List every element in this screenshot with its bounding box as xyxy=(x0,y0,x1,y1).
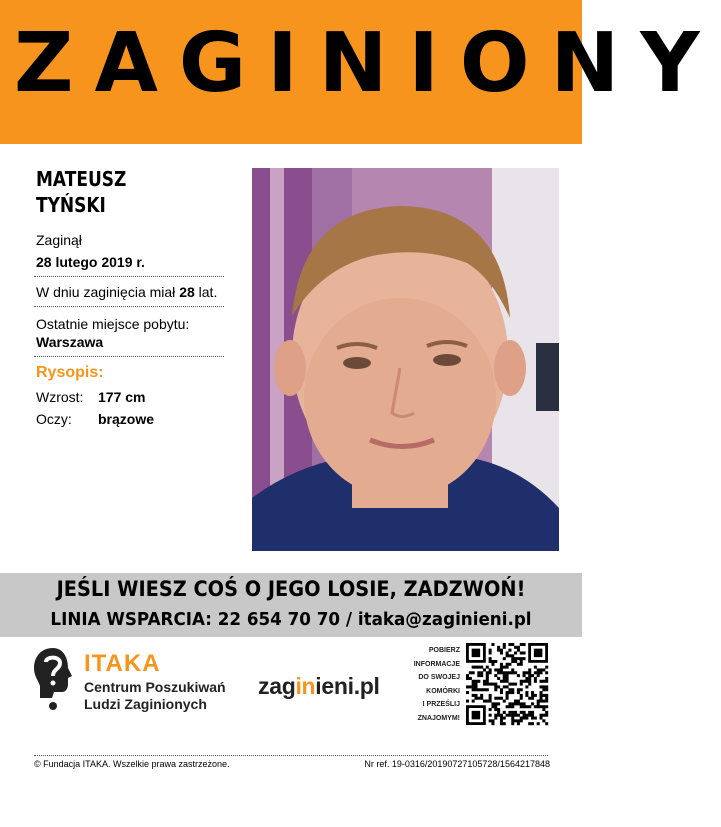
itaka-logo-text: ITAKA xyxy=(84,650,161,677)
divider xyxy=(34,276,224,277)
person-photo xyxy=(252,168,559,551)
reference-number: Nr ref. 19-0316/20190727105728/1564217848 xyxy=(364,759,550,769)
footer-divider xyxy=(34,755,548,756)
poster-title: ZAGINIONY xyxy=(14,16,721,111)
copyright: © Fundacja ITAKA. Wszelkie prawa zastrzeżone. xyxy=(34,759,230,769)
eyes-value: brązowe xyxy=(98,411,155,427)
description-heading: Rysopis: xyxy=(36,364,104,381)
divider xyxy=(34,306,224,307)
qr-text-line: INFORMACJE xyxy=(413,660,460,668)
missing-label: Zaginął xyxy=(36,232,82,248)
qr-instructions xyxy=(392,644,460,725)
header-banner xyxy=(0,0,721,144)
last-place-label: Ostatnie miejsce pobytu: xyxy=(36,316,190,332)
last-name: TYŃSKI xyxy=(36,193,106,217)
itaka-head-logo-icon xyxy=(32,646,74,712)
person-name xyxy=(36,166,126,218)
call-to-action-band xyxy=(0,573,582,637)
zag-logo-part3: ieni.pl xyxy=(315,673,380,699)
itaka-subtitle-line1: Centrum Poszukiwań xyxy=(84,679,226,695)
eyes-row xyxy=(36,409,155,429)
last-place-value: Warszawa xyxy=(36,334,104,350)
zaginieni-logo[interactable] xyxy=(258,673,380,700)
height-row xyxy=(36,387,146,407)
missing-date: 28 lutego 2019 r. xyxy=(36,254,145,270)
itaka-subtitle xyxy=(84,679,226,713)
age-line xyxy=(36,282,217,302)
first-name: MATEUSZ xyxy=(36,167,127,191)
height-label: Wzrost: xyxy=(36,389,84,405)
qr-text-line: I PRZEŚLIJ xyxy=(422,701,460,708)
qr-text-line: DO SWOJEJ xyxy=(418,674,460,681)
cta-headline: JEŚLI WIESZ COŚ O JEGO LOSIE, ZADZWOŃ! xyxy=(56,577,526,601)
zag-logo-part2: in xyxy=(295,673,316,699)
support-line: LINIA WSPARCIA: 22 654 70 70 / itaka@zaginieni.pl xyxy=(50,609,532,630)
qr-code-icon[interactable] xyxy=(466,643,548,725)
divider xyxy=(34,356,224,357)
age-prefix: W dniu zaginięcia miał xyxy=(36,284,176,300)
age-value: 28 xyxy=(179,284,195,300)
qr-text-line: POBIERZ xyxy=(428,647,460,654)
qr-text-line: KOMÓRKI xyxy=(426,687,460,695)
zag-logo-part1: zag xyxy=(258,673,296,699)
qr-text-line: ZNAJOMYM! xyxy=(417,714,460,722)
height-value: 177 cm xyxy=(98,389,146,405)
age-suffix: lat. xyxy=(198,284,218,300)
itaka-subtitle-line2: Ludzi Zaginionych xyxy=(84,696,207,712)
eyes-label: Oczy: xyxy=(36,411,72,427)
